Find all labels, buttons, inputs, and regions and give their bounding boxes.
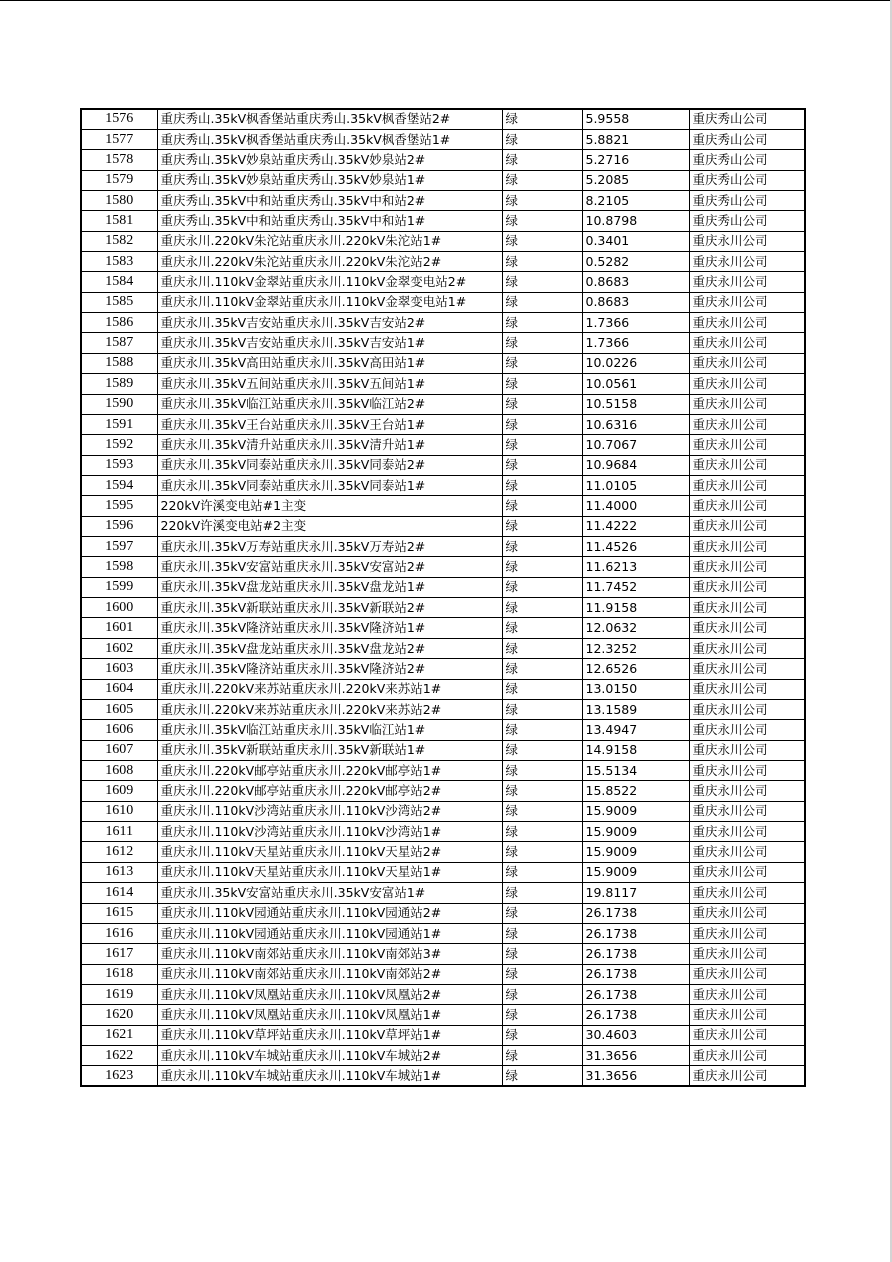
value-cell: 13.4947 [582, 720, 689, 740]
value-cell: 10.0561 [582, 374, 689, 394]
company-cell: 重庆永川公司 [689, 740, 805, 760]
row-number-cell: 1576 [81, 109, 157, 129]
value-cell: 0.8683 [582, 292, 689, 312]
company-cell: 重庆秀山公司 [689, 211, 805, 231]
company-cell: 重庆永川公司 [689, 353, 805, 373]
company-cell: 重庆永川公司 [689, 333, 805, 353]
company-cell: 重庆永川公司 [689, 883, 805, 903]
row-number-cell: 1617 [81, 944, 157, 964]
company-cell: 重庆永川公司 [689, 801, 805, 821]
table-row [81, 292, 805, 312]
table-row [81, 537, 805, 557]
value-cell: 14.9158 [582, 740, 689, 760]
table-row [81, 984, 805, 1004]
status-color-cell: 绿 [502, 659, 582, 679]
company-cell: 重庆永川公司 [689, 1066, 805, 1086]
row-number-cell: 1610 [81, 801, 157, 821]
station-name-cell: 重庆永川.110kV天星站重庆永川.110kV天星站1# [157, 862, 502, 882]
company-cell: 重庆永川公司 [689, 435, 805, 455]
row-number-cell: 1592 [81, 435, 157, 455]
status-color-cell: 绿 [502, 679, 582, 699]
value-cell: 10.6316 [582, 414, 689, 434]
status-color-cell: 绿 [502, 496, 582, 516]
station-name-cell: 重庆永川.110kV车城站重庆永川.110kV车城站2# [157, 1046, 502, 1066]
row-number-cell: 1580 [81, 190, 157, 210]
row-number-cell: 1609 [81, 781, 157, 801]
station-name-cell: 重庆永川.35kV隆济站重庆永川.35kV隆济站1# [157, 618, 502, 638]
value-cell: 11.6213 [582, 557, 689, 577]
status-color-cell: 绿 [502, 313, 582, 333]
status-color-cell: 绿 [502, 150, 582, 170]
station-name-cell: 重庆永川.35kV盘龙站重庆永川.35kV盘龙站1# [157, 577, 502, 597]
station-name-cell: 重庆永川.35kV万寿站重庆永川.35kV万寿站2# [157, 537, 502, 557]
table-row [81, 231, 805, 251]
station-name-cell: 重庆秀山.35kV枫香堡站重庆秀山.35kV枫香堡站1# [157, 129, 502, 149]
station-name-cell: 重庆永川.220kV来苏站重庆永川.220kV来苏站1# [157, 679, 502, 699]
company-cell: 重庆永川公司 [689, 374, 805, 394]
row-number-cell: 1595 [81, 496, 157, 516]
status-color-cell: 绿 [502, 170, 582, 190]
status-color-cell: 绿 [502, 761, 582, 781]
table-row [81, 313, 805, 333]
status-color-cell: 绿 [502, 435, 582, 455]
table-row [81, 903, 805, 923]
table-row [81, 272, 805, 292]
station-name-cell: 重庆永川.110kV车城站重庆永川.110kV车城站1# [157, 1066, 502, 1086]
table-row [81, 883, 805, 903]
company-cell: 重庆永川公司 [689, 537, 805, 557]
value-cell: 5.2716 [582, 150, 689, 170]
row-number-cell: 1582 [81, 231, 157, 251]
row-number-cell: 1586 [81, 313, 157, 333]
value-cell: 11.4222 [582, 516, 689, 536]
row-number-cell: 1581 [81, 211, 157, 231]
station-name-cell: 220kV许溪变电站#1主变 [157, 496, 502, 516]
row-number-cell: 1622 [81, 1046, 157, 1066]
table-row [81, 170, 805, 190]
table-row [81, 109, 805, 129]
company-cell: 重庆永川公司 [689, 272, 805, 292]
company-cell: 重庆永川公司 [689, 781, 805, 801]
row-number-cell: 1577 [81, 129, 157, 149]
status-color-cell: 绿 [502, 1005, 582, 1025]
table-row [81, 1066, 805, 1086]
status-color-cell: 绿 [502, 272, 582, 292]
value-cell: 26.1738 [582, 1005, 689, 1025]
value-cell: 13.1589 [582, 699, 689, 719]
value-cell: 11.4526 [582, 537, 689, 557]
company-cell: 重庆永川公司 [689, 394, 805, 414]
table-row [81, 720, 805, 740]
value-cell: 15.9009 [582, 822, 689, 842]
station-name-cell: 重庆秀山.35kV妙泉站重庆秀山.35kV妙泉站1# [157, 170, 502, 190]
row-number-cell: 1579 [81, 170, 157, 190]
status-color-cell: 绿 [502, 475, 582, 495]
status-color-cell: 绿 [502, 842, 582, 862]
row-number-cell: 1589 [81, 374, 157, 394]
table-row [81, 923, 805, 943]
value-cell: 15.9009 [582, 842, 689, 862]
table-row [81, 822, 805, 842]
station-name-cell: 重庆永川.110kV南郊站重庆永川.110kV南郊站3# [157, 944, 502, 964]
row-number-cell: 1606 [81, 720, 157, 740]
status-color-cell: 绿 [502, 353, 582, 373]
company-cell: 重庆永川公司 [689, 516, 805, 536]
status-color-cell: 绿 [502, 699, 582, 719]
value-cell: 15.9009 [582, 862, 689, 882]
value-cell: 0.5282 [582, 252, 689, 272]
value-cell: 12.3252 [582, 638, 689, 658]
company-cell: 重庆永川公司 [689, 699, 805, 719]
status-color-cell: 绿 [502, 923, 582, 943]
status-color-cell: 绿 [502, 984, 582, 1004]
station-name-cell: 重庆永川.110kV草坪站重庆永川.110kV草坪站1# [157, 1025, 502, 1045]
status-color-cell: 绿 [502, 455, 582, 475]
station-name-cell: 重庆永川.110kV天星站重庆永川.110kV天星站2# [157, 842, 502, 862]
row-number-cell: 1591 [81, 414, 157, 434]
company-cell: 重庆永川公司 [689, 455, 805, 475]
company-cell: 重庆永川公司 [689, 252, 805, 272]
station-name-cell: 重庆永川.110kV园通站重庆永川.110kV园通站1# [157, 923, 502, 943]
company-cell: 重庆永川公司 [689, 598, 805, 618]
company-cell: 重庆秀山公司 [689, 150, 805, 170]
value-cell: 10.0226 [582, 353, 689, 373]
value-cell: 1.7366 [582, 313, 689, 333]
station-name-cell: 重庆永川.35kV临江站重庆永川.35kV临江站1# [157, 720, 502, 740]
status-color-cell: 绿 [502, 964, 582, 984]
status-color-cell: 绿 [502, 537, 582, 557]
row-number-cell: 1596 [81, 516, 157, 536]
row-number-cell: 1585 [81, 292, 157, 312]
station-name-cell: 重庆秀山.35kV妙泉站重庆秀山.35kV妙泉站2# [157, 150, 502, 170]
row-number-cell: 1598 [81, 557, 157, 577]
status-color-cell: 绿 [502, 1066, 582, 1086]
table-row [81, 679, 805, 699]
status-color-cell: 绿 [502, 394, 582, 414]
row-number-cell: 1594 [81, 475, 157, 495]
row-number-cell: 1613 [81, 862, 157, 882]
station-name-cell: 重庆永川.220kV邮亭站重庆永川.220kV邮亭站1# [157, 761, 502, 781]
station-name-cell: 重庆永川.35kV盘龙站重庆永川.35kV盘龙站2# [157, 638, 502, 658]
company-cell: 重庆永川公司 [689, 292, 805, 312]
value-cell: 8.2105 [582, 190, 689, 210]
row-number-cell: 1605 [81, 699, 157, 719]
table-row [81, 557, 805, 577]
value-cell: 10.8798 [582, 211, 689, 231]
status-color-cell: 绿 [502, 211, 582, 231]
station-name-cell: 重庆永川.35kV新联站重庆永川.35kV新联站2# [157, 598, 502, 618]
value-cell: 13.0150 [582, 679, 689, 699]
table-row [81, 190, 805, 210]
status-color-cell: 绿 [502, 618, 582, 638]
status-color-cell: 绿 [502, 557, 582, 577]
table-row [81, 496, 805, 516]
status-color-cell: 绿 [502, 516, 582, 536]
status-color-cell: 绿 [502, 638, 582, 658]
company-cell: 重庆秀山公司 [689, 129, 805, 149]
station-name-cell: 重庆永川.35kV临江站重庆永川.35kV临江站2# [157, 394, 502, 414]
row-number-cell: 1620 [81, 1005, 157, 1025]
station-name-cell: 重庆永川.110kV金翠站重庆永川.110kV金翠变电站2# [157, 272, 502, 292]
table-row [81, 659, 805, 679]
company-cell: 重庆秀山公司 [689, 109, 805, 129]
status-color-cell: 绿 [502, 333, 582, 353]
company-cell: 重庆永川公司 [689, 414, 805, 434]
table-row [81, 761, 805, 781]
row-number-cell: 1597 [81, 537, 157, 557]
row-number-cell: 1578 [81, 150, 157, 170]
value-cell: 31.3656 [582, 1066, 689, 1086]
station-name-cell: 220kV许溪变电站#2主变 [157, 516, 502, 536]
row-number-cell: 1601 [81, 618, 157, 638]
status-color-cell: 绿 [502, 252, 582, 272]
station-name-cell: 重庆永川.35kV吉安站重庆永川.35kV吉安站1# [157, 333, 502, 353]
row-number-cell: 1584 [81, 272, 157, 292]
table-row [81, 964, 805, 984]
table-row [81, 333, 805, 353]
company-cell: 重庆永川公司 [689, 903, 805, 923]
row-number-cell: 1593 [81, 455, 157, 475]
row-number-cell: 1604 [81, 679, 157, 699]
row-number-cell: 1587 [81, 333, 157, 353]
station-name-cell: 重庆秀山.35kV枫香堡站重庆秀山.35kV枫香堡站2# [157, 109, 502, 129]
status-color-cell: 绿 [502, 740, 582, 760]
status-color-cell: 绿 [502, 801, 582, 821]
station-name-cell: 重庆永川.35kV安富站重庆永川.35kV安富站2# [157, 557, 502, 577]
row-number-cell: 1590 [81, 394, 157, 414]
company-cell: 重庆永川公司 [689, 557, 805, 577]
value-cell: 1.7366 [582, 333, 689, 353]
station-name-cell: 重庆永川.35kV吉安站重庆永川.35kV吉安站2# [157, 313, 502, 333]
table-row [81, 842, 805, 862]
value-cell: 26.1738 [582, 923, 689, 943]
company-cell: 重庆永川公司 [689, 964, 805, 984]
value-cell: 12.0632 [582, 618, 689, 638]
table-row [81, 577, 805, 597]
status-color-cell: 绿 [502, 414, 582, 434]
value-cell: 5.2085 [582, 170, 689, 190]
status-color-cell: 绿 [502, 129, 582, 149]
row-number-cell: 1599 [81, 577, 157, 597]
value-cell: 26.1738 [582, 964, 689, 984]
station-name-cell: 重庆永川.110kV金翠站重庆永川.110kV金翠变电站1# [157, 292, 502, 312]
company-cell: 重庆永川公司 [689, 761, 805, 781]
table-row [81, 150, 805, 170]
value-cell: 15.8522 [582, 781, 689, 801]
value-cell: 10.7067 [582, 435, 689, 455]
value-cell: 10.5158 [582, 394, 689, 414]
station-name-cell: 重庆永川.110kV园通站重庆永川.110kV园通站2# [157, 903, 502, 923]
station-name-cell: 重庆秀山.35kV中和站重庆秀山.35kV中和站2# [157, 190, 502, 210]
station-name-cell: 重庆永川.110kV南郊站重庆永川.110kV南郊站2# [157, 964, 502, 984]
company-cell: 重庆永川公司 [689, 1025, 805, 1045]
status-color-cell: 绿 [502, 598, 582, 618]
company-cell: 重庆永川公司 [689, 679, 805, 699]
table-row [81, 801, 805, 821]
value-cell: 12.6526 [582, 659, 689, 679]
value-cell: 11.0105 [582, 475, 689, 495]
table-row [81, 699, 805, 719]
row-number-cell: 1614 [81, 883, 157, 903]
table-row [81, 129, 805, 149]
station-name-cell: 重庆永川.35kV隆济站重庆永川.35kV隆济站2# [157, 659, 502, 679]
status-color-cell: 绿 [502, 374, 582, 394]
value-cell: 15.9009 [582, 801, 689, 821]
status-color-cell: 绿 [502, 720, 582, 740]
company-cell: 重庆永川公司 [689, 475, 805, 495]
row-number-cell: 1611 [81, 822, 157, 842]
station-name-cell: 重庆永川.220kV邮亭站重庆永川.220kV邮亭站2# [157, 781, 502, 801]
company-cell: 重庆永川公司 [689, 231, 805, 251]
table-row [81, 1046, 805, 1066]
row-number-cell: 1588 [81, 353, 157, 373]
company-cell: 重庆永川公司 [689, 1005, 805, 1025]
status-color-cell: 绿 [502, 883, 582, 903]
table-row [81, 435, 805, 455]
row-number-cell: 1600 [81, 598, 157, 618]
station-name-cell: 重庆永川.35kV同泰站重庆永川.35kV同泰站1# [157, 475, 502, 495]
status-color-cell: 绿 [502, 109, 582, 129]
station-name-cell: 重庆永川.35kV安富站重庆永川.35kV安富站1# [157, 883, 502, 903]
company-cell: 重庆永川公司 [689, 1046, 805, 1066]
table-body [81, 109, 805, 1086]
table-row [81, 211, 805, 231]
value-cell: 0.8683 [582, 272, 689, 292]
value-cell: 26.1738 [582, 944, 689, 964]
value-cell: 11.9158 [582, 598, 689, 618]
status-color-cell: 绿 [502, 822, 582, 842]
value-cell: 30.4603 [582, 1025, 689, 1045]
station-name-cell: 重庆永川.110kV凤凰站重庆永川.110kV凤凰站1# [157, 1005, 502, 1025]
table-row [81, 455, 805, 475]
row-number-cell: 1616 [81, 923, 157, 943]
value-cell: 19.8117 [582, 883, 689, 903]
table-row [81, 781, 805, 801]
value-cell: 11.7452 [582, 577, 689, 597]
status-color-cell: 绿 [502, 1025, 582, 1045]
row-number-cell: 1615 [81, 903, 157, 923]
page-top-border [0, 0, 892, 1]
station-name-cell: 重庆永川.220kV朱沱站重庆永川.220kV朱沱站1# [157, 231, 502, 251]
value-cell: 5.9558 [582, 109, 689, 129]
company-cell: 重庆永川公司 [689, 984, 805, 1004]
table-row [81, 598, 805, 618]
table-row [81, 394, 805, 414]
table-row [81, 862, 805, 882]
table-row [81, 1005, 805, 1025]
station-name-cell: 重庆永川.35kV王台站重庆永川.35kV王台站1# [157, 414, 502, 434]
table-row [81, 252, 805, 272]
station-name-cell: 重庆永川.110kV沙湾站重庆永川.110kV沙湾站2# [157, 801, 502, 821]
table-row [81, 353, 805, 373]
value-cell: 0.3401 [582, 231, 689, 251]
company-cell: 重庆永川公司 [689, 720, 805, 740]
company-cell: 重庆永川公司 [689, 862, 805, 882]
transformer-data-table [80, 108, 806, 1087]
company-cell: 重庆永川公司 [689, 822, 805, 842]
table-row [81, 618, 805, 638]
table-row [81, 516, 805, 536]
station-name-cell: 重庆永川.220kV朱沱站重庆永川.220kV朱沱站2# [157, 252, 502, 272]
table-row [81, 374, 805, 394]
row-number-cell: 1583 [81, 252, 157, 272]
row-number-cell: 1623 [81, 1066, 157, 1086]
row-number-cell: 1607 [81, 740, 157, 760]
status-color-cell: 绿 [502, 944, 582, 964]
status-color-cell: 绿 [502, 292, 582, 312]
table-row [81, 944, 805, 964]
station-name-cell: 重庆永川.220kV来苏站重庆永川.220kV来苏站2# [157, 699, 502, 719]
station-name-cell: 重庆永川.110kV沙湾站重庆永川.110kV沙湾站1# [157, 822, 502, 842]
row-number-cell: 1619 [81, 984, 157, 1004]
company-cell: 重庆永川公司 [689, 618, 805, 638]
status-color-cell: 绿 [502, 903, 582, 923]
company-cell: 重庆永川公司 [689, 923, 805, 943]
company-cell: 重庆永川公司 [689, 944, 805, 964]
value-cell: 26.1738 [582, 903, 689, 923]
table-row [81, 638, 805, 658]
station-name-cell: 重庆永川.35kV清升站重庆永川.35kV清升站1# [157, 435, 502, 455]
station-name-cell: 重庆秀山.35kV中和站重庆秀山.35kV中和站1# [157, 211, 502, 231]
row-number-cell: 1608 [81, 761, 157, 781]
station-name-cell: 重庆永川.35kV五间站重庆永川.35kV五间站1# [157, 374, 502, 394]
table-row [81, 414, 805, 434]
table-row [81, 475, 805, 495]
station-name-cell: 重庆永川.35kV同泰站重庆永川.35kV同泰站2# [157, 455, 502, 475]
station-name-cell: 重庆永川.35kV新联站重庆永川.35kV新联站1# [157, 740, 502, 760]
status-color-cell: 绿 [502, 1046, 582, 1066]
station-name-cell: 重庆永川.35kV高田站重庆永川.35kV高田站1# [157, 353, 502, 373]
value-cell: 26.1738 [582, 984, 689, 1004]
status-color-cell: 绿 [502, 190, 582, 210]
company-cell: 重庆永川公司 [689, 313, 805, 333]
company-cell: 重庆永川公司 [689, 577, 805, 597]
row-number-cell: 1612 [81, 842, 157, 862]
row-number-cell: 1618 [81, 964, 157, 984]
status-color-cell: 绿 [502, 231, 582, 251]
company-cell: 重庆永川公司 [689, 638, 805, 658]
value-cell: 31.3656 [582, 1046, 689, 1066]
row-number-cell: 1621 [81, 1025, 157, 1045]
value-cell: 5.8821 [582, 129, 689, 149]
status-color-cell: 绿 [502, 577, 582, 597]
table-row [81, 1025, 805, 1045]
status-color-cell: 绿 [502, 862, 582, 882]
company-cell: 重庆永川公司 [689, 659, 805, 679]
company-cell: 重庆永川公司 [689, 496, 805, 516]
company-cell: 重庆永川公司 [689, 842, 805, 862]
row-number-cell: 1603 [81, 659, 157, 679]
row-number-cell: 1602 [81, 638, 157, 658]
table-row [81, 740, 805, 760]
value-cell: 11.4000 [582, 496, 689, 516]
station-name-cell: 重庆永川.110kV凤凰站重庆永川.110kV凤凰站2# [157, 984, 502, 1004]
company-cell: 重庆秀山公司 [689, 190, 805, 210]
status-color-cell: 绿 [502, 781, 582, 801]
value-cell: 10.9684 [582, 455, 689, 475]
value-cell: 15.5134 [582, 761, 689, 781]
company-cell: 重庆秀山公司 [689, 170, 805, 190]
